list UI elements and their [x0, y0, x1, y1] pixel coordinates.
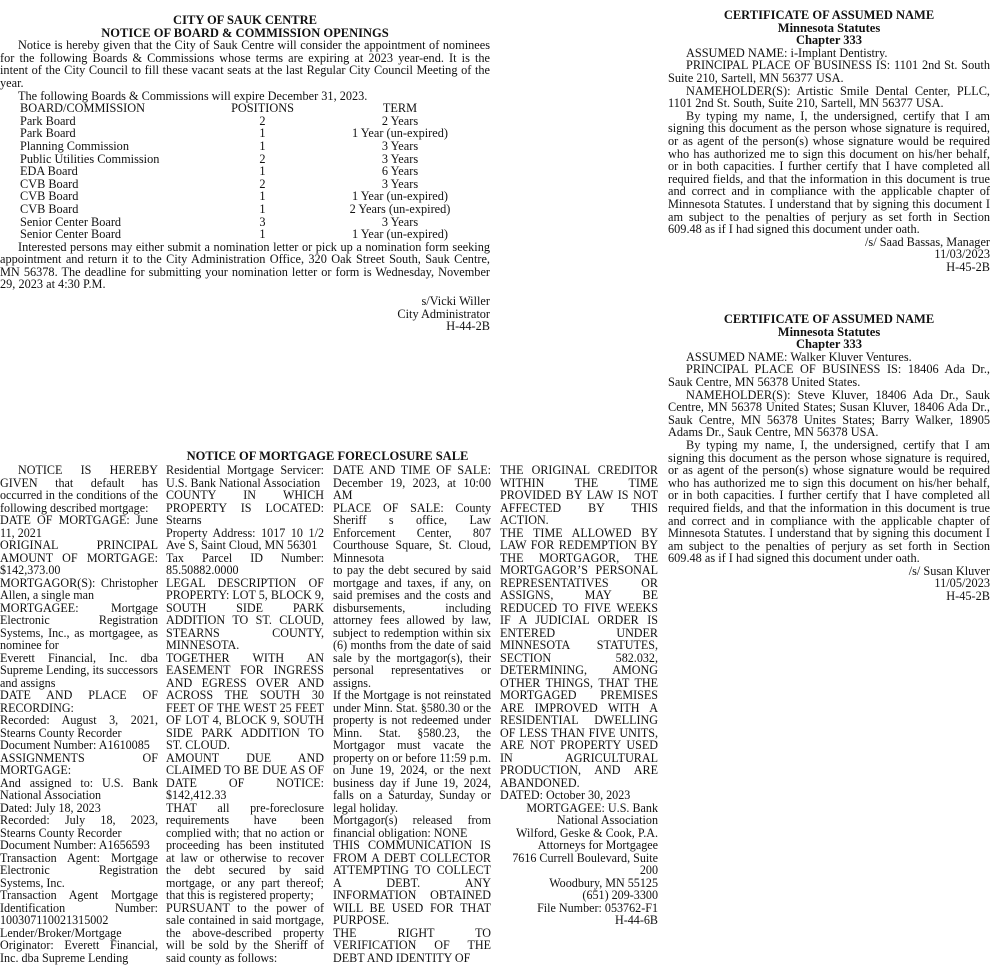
cert1-statutes: Minnesota Statutes: [777, 20, 881, 35]
certificate-assumed-name-2: [668, 313, 990, 603]
foreclosure-col2-paragraph: AMOUNT DUE AND CLAIMED TO BE DUE AS OF DATE OF NOTICE: $142,412.33: [166, 750, 324, 802]
sign-firm: Wilford, Geske & Cook, P.A.: [516, 825, 658, 840]
foreclosure-col3-paragraph: PLACE OF SALE: County Sheriff s office, Law Enforcement Center, 807 Courthouse Square, St. Cloud, Minnesota: [333, 500, 491, 565]
board-name: Public Utilities Commission: [20, 151, 160, 166]
cert2-nameholders: NAMEHOLDER(S): Steve Kluver, 18406 Ada Dr., Sauk Centre, MN 56378 United States; Susan Kluver, 18406 Ada Dr., Sauk Centre, MN 56378 Unites States; Barry Walker, 18905 Adams Dr., Sauk Centre, MN 56378 USA.: [668, 387, 990, 440]
foreclosure-col1-paragraph: MORTGAGOR(S): Christopher Allen, a single man: [0, 575, 158, 602]
cert1-assumed-name: ASSUMED NAME: i-Implant Dentistry.: [686, 45, 888, 60]
foreclosure-col2-paragraph: Residential Mortgage Servicer: U.S. Bank National Association: [166, 463, 324, 490]
foreclosure-col3-paragraph: If the Mortgage is not reinstated under Minn. Stat. §580.30 or the property is not redeemed under Minn. Stat. §580.23, the Mortgagor must vacate the property on or before 11:59 p.m. on June 19, 2024, or the next business day if June 19, 2024, falls on a Saturday, Sunday or legal holiday.: [333, 688, 491, 815]
board-row: [20, 228, 490, 241]
board-term: 2 Years: [381, 113, 419, 128]
board-term: 1 Year (un-expired): [352, 227, 448, 242]
cert1-code: H-45-2B: [946, 259, 990, 274]
board-term: 1 Year (un-expired): [352, 126, 448, 141]
board-row: [20, 140, 490, 153]
header-positions: POSITIONS: [231, 101, 294, 116]
board-notice-title: CITY OF SAUK CENTRE: [173, 13, 317, 27]
foreclosure-col4-paragraph: DATED: October 30, 2023: [500, 788, 631, 802]
cert1-signature: /s/ Saad Bassas, Manager: [865, 234, 990, 249]
certificate-assumed-name-1: [668, 9, 990, 273]
board-term: 3 Years: [381, 176, 419, 191]
board-positions: 1: [259, 201, 266, 216]
foreclosure-col3-paragraph: THE RIGHT TO VERIFICATION OF THE DEBT AND IDENTITY OF: [333, 925, 491, 965]
sign-file-number: File Number: 053762-F1: [537, 900, 658, 915]
foreclosure-col1-paragraph: ORIGINAL PRINCIPAL AMOUNT OF MORTGAGE: $142,373.00: [0, 538, 158, 577]
foreclosure-col3-paragraph: Mortgagor(s) released from financial obligation: NONE: [333, 813, 491, 840]
board-notice-interest: Interested persons may either submit a nomination letter or pick up a nomination form seeking appointment and return it to the City Administration Office, 320 Oak Street South, Sauk Centre, MN 56378. The deadline for submitting your nomination letter or form is Wednesday, November 29, 2023 at 4:30 P.M.: [0, 239, 490, 292]
foreclosure-col2-paragraph: LEGAL DESCRIPTION OF PROPERTY: LOT 5, BLOCK 9, SOUTH SIDE PARK ADDITION TO ST. CLOUD, STEARNS COUNTY, MINNESOTA.: [166, 575, 324, 652]
cert1-principal-place: PRINCIPAL PLACE OF BUSINESS IS: 1101 2nd St. South Suite 210, Sartell, MN 56377 USA.: [668, 58, 990, 85]
sign-code: H-44-6B: [615, 913, 658, 927]
foreclosure-col1-paragraph: Transaction Agent: Mortgage Electronic Registration Systems, Inc.: [0, 850, 158, 890]
foreclosure-col1-paragraph: NOTICE IS HEREBY GIVEN that default has occurred in the conditions of the following described mortgage:: [0, 463, 158, 515]
cert2-signature: /s/ Susan Kluver: [908, 563, 990, 578]
board-name: CVB Board: [20, 189, 79, 204]
board-row: [20, 153, 490, 166]
board-notice-subtitle: NOTICE OF BOARD & COMMISSION OPENINGS: [101, 25, 389, 40]
foreclosure-col1-paragraph: MORTGAGEE: Mortgage Electronic Registration Systems, Inc., as mortgagee, as nominee for: [0, 600, 158, 652]
foreclosure-col1-paragraph: Recorded: August 3, 2021, Stearns County Recorder: [0, 713, 158, 740]
board-name: Park Board: [20, 126, 76, 141]
cert2-principal-place: PRINCIPAL PLACE OF BUSINESS IS: 18406 Ada Dr., Sauk Centre, MN 56378 United States.: [668, 362, 990, 389]
foreclosure-column-3: [333, 464, 491, 964]
board-positions: 1: [259, 164, 266, 179]
sign-phone: (651) 209-3300: [582, 888, 658, 902]
foreclosure-col1-paragraph: Transaction Agent Mortgage Identification Number: 100307110021315002: [0, 888, 158, 927]
mortgagee-sign-block: [500, 802, 658, 927]
board-name: Park Board: [20, 113, 76, 128]
foreclosure-column-2: [166, 464, 324, 964]
foreclosure-col4-paragraph: THE TIME ALLOWED BY LAW FOR REDEMPTION BY THE MORTGAGOR, THE MORTGAGOR’S PERSONAL REPRESENTATIVES OR ASSIGNS, MAY BE REDUCED TO FIVE WEEKS IF A JUDICIAL ORDER IS ENTERED UNDER MINNESOTA STATUTES, SECTION 582.032, DETERMINING, AMONG OTHER THINGS, THAT THE MORTGAGED PREMISES ARE IMPROVED WITH A RESIDENTIAL DWELLING OF LESS THAN FIVE UNITS, ARE NOT PROPERTY USED IN AGRICULTURAL PRODUCTION, AND ARE ABANDONED.: [500, 525, 658, 790]
board-positions: 2: [259, 113, 266, 128]
board-name: Planning Commission: [20, 138, 129, 153]
foreclosure-col1-paragraph: ASSIGNMENTS OF MORTGAGE:: [0, 750, 158, 777]
cert2-date: 11/05/2023: [934, 576, 990, 591]
board-term: 1 Year (un-expired): [352, 189, 448, 204]
sign-address-2: Woodbury, MN 55125: [549, 875, 658, 890]
cert2-chapter: Chapter 333: [795, 337, 863, 352]
foreclosure-col2-paragraph: TOGETHER WITH AN EASEMENT FOR INGRESS AND EGRESS OVER AND ACROSS THE SOUTH 30 FEET OF THE WEST 25 FEET OF LOT 4, BLOCK 9, SOUTH SIDE PARK ADDITION TO ST. CLOUD.: [166, 650, 324, 752]
foreclosure-col1-paragraph: Lender/Broker/Mortgage Originator: Everett Financial, Inc. dba Supreme Lending: [0, 925, 158, 965]
cert1-body: By typing my name, I, the undersigned, certify that I am signing this document as the person whose signature is required, or as agent of the person(s) whose signature would be required who has authorized me to sign this document on his/her behalf, or in both capacities. I further certify that I have completed all required fields, and that the information in this document is true and correct and in compliance with the applicable chapter of Minnesota Statutes. I understand that by signing this document I am subject to the penalties of perjury as set forth in Section 609.48 as if I had signed this document under oath.: [668, 108, 990, 237]
board-name: CVB Board: [20, 201, 79, 216]
foreclosure-col2-paragraph: Property Address: 1017 10 1/2 Ave S, Saint Cloud, MN 56301: [166, 525, 324, 552]
board-term: 3 Years: [381, 151, 419, 166]
board-positions: 2: [259, 151, 266, 166]
board-table-header: [20, 102, 490, 115]
board-positions: 1: [259, 126, 266, 141]
foreclosure-col3-paragraph: to pay the debt secured by said mortgage and taxes, if any, on said premises and the costs and disbursements, including attorney fees allowed by law, subject to redemption within six (6) months from the date of said sale by the mortgagor(s), their personal representatives or assigns.: [333, 563, 491, 690]
foreclosure-column-1: [0, 464, 158, 964]
cert2-statutes: Minnesota Statutes: [777, 324, 881, 339]
board-term: 3 Years: [381, 214, 419, 229]
board-name: Senior Center Board: [20, 227, 122, 242]
board-table: [20, 102, 490, 241]
board-term: 2 Years (un-expired): [349, 201, 451, 216]
foreclosure-col1-paragraph: Recorded: July 18, 2023, Stearns County Recorder: [0, 813, 158, 840]
cert2-title: CERTIFICATE OF ASSUMED NAME: [723, 312, 935, 326]
foreclosure-col2-paragraph: COUNTY IN WHICH PROPERTY IS LOCATED: Stearns: [166, 488, 324, 527]
cert2-body: By typing my name, I, the undersigned, certify that I am signing this document as the person whose signature is required, or as agent of the person(s) whose signature would be required who has authorized me to sign this document on his/her behalf, or in both capacities. I further certify that I have completed all required fields, and that the information in this document is true and correct and in compliance with the applicable chapter of Minnesota Statutes. I understand that by signing this document I am subject to the penalties of perjury as set forth in Section 609.48 as if I had signed this document under oath.: [668, 437, 990, 566]
header-term: TERM: [382, 101, 418, 116]
board-signature: s/Vicki Willer: [421, 294, 490, 309]
board-positions: 3: [259, 214, 266, 229]
board-row: [20, 165, 490, 178]
cert2-assumed-name: ASSUMED NAME: Walker Kluver Ventures.: [686, 349, 912, 364]
board-positions: 1: [259, 227, 266, 242]
foreclosure-col1-paragraph: DATE AND PLACE OF RECORDING:: [0, 688, 158, 715]
board-notice-intro: Notice is hereby given that the City of Sauk Centre will consider the appointment of nominees for the following Boards & Commissions whose terms are expiring at 2023 year-end. It is the intent of the City Council to fill these vacant seats at the last Regular City Council Meeting of the year.: [0, 38, 490, 90]
board-term: 3 Years: [381, 138, 419, 153]
sign-mortgagee: MORTGAGEE: U.S. Bank National Association: [526, 800, 658, 827]
board-row: [20, 203, 490, 216]
board-notice: [0, 14, 490, 333]
foreclosure-title: NOTICE OF MORTGAGE FORECLOSURE SALE: [186, 449, 469, 463]
foreclosure-col3-paragraph: DATE AND TIME OF SALE: December 19, 2023, at 10:00 AM: [333, 463, 491, 502]
foreclosure-col2-paragraph: THAT all pre-foreclosure requirements have been complied with; that no action or proceeding has been instituted at law or otherwise to recover the debt secured by said mortgage, or any part thereof; that this is registered property;: [166, 800, 324, 902]
foreclosure-col1-paragraph: Document Number: A1610085: [0, 738, 150, 752]
board-positions: 1: [259, 138, 266, 153]
foreclosure-col1-paragraph: Everett Financial, Inc. dba Supreme Lending, its successors and assigns: [0, 650, 158, 690]
board-name: EDA Board: [20, 164, 78, 179]
foreclosure-col2-paragraph: Tax Parcel ID Number: 85.50882.0000: [166, 550, 324, 577]
board-signer-title: City Administrator: [397, 306, 490, 321]
board-positions: 2: [259, 176, 266, 191]
sign-attorneys: Attorneys for Mortgagee: [537, 838, 658, 852]
cert1-date: 11/03/2023: [934, 247, 990, 262]
header-board: BOARD/COMMISSION: [20, 101, 146, 116]
board-positions: 1: [259, 189, 266, 204]
board-code: H-44-2B: [446, 319, 490, 334]
foreclosure-col1-paragraph: DATE OF MORTGAGE: June 11, 2021: [0, 513, 158, 540]
foreclosure-col3-paragraph: THIS COMMUNICATION IS FROM A DEBT COLLECTOR ATTEMPTING TO COLLECT A DEBT. ANY INFORMATION OBTAINED WILL BE USED FOR THAT PURPOSE.: [333, 838, 491, 927]
board-name: CVB Board: [20, 176, 79, 191]
board-notice-expire: The following Boards & Commissions will expire December 31, 2023.: [18, 88, 368, 103]
sign-address-1: 7616 Currell Boulevard, Suite 200: [512, 850, 658, 877]
foreclosure-col1-paragraph: Document Number: A1656593: [0, 838, 150, 852]
foreclosure-col4-paragraph: THE ORIGINAL CREDITOR WITHIN THE TIME PROVIDED BY LAW IS NOT AFFECTED BY THIS ACTION.: [500, 463, 658, 527]
board-name: Senior Center Board: [20, 214, 122, 229]
board-term: 6 Years: [381, 164, 419, 179]
foreclosure-column-4: [500, 464, 658, 927]
cert1-title: CERTIFICATE OF ASSUMED NAME: [723, 8, 935, 22]
cert1-chapter: Chapter 333: [795, 33, 863, 48]
cert2-code: H-45-2B: [946, 589, 990, 604]
foreclosure-col2-paragraph: PURSUANT to the power of sale contained in said mortgage, the above-described property will be sold by the Sheriff of said county as follows:: [166, 900, 324, 965]
cert1-nameholders: NAMEHOLDER(S): Artistic Smile Dental Center, PLLC, 1101 2nd St. South, Suite 210, Sartell, MN 56377 USA.: [668, 83, 990, 111]
foreclosure-col1-paragraph: And assigned to: U.S. Bank National Association: [0, 775, 158, 802]
foreclosure-col1-paragraph: Dated: July 18, 2023: [0, 800, 101, 815]
